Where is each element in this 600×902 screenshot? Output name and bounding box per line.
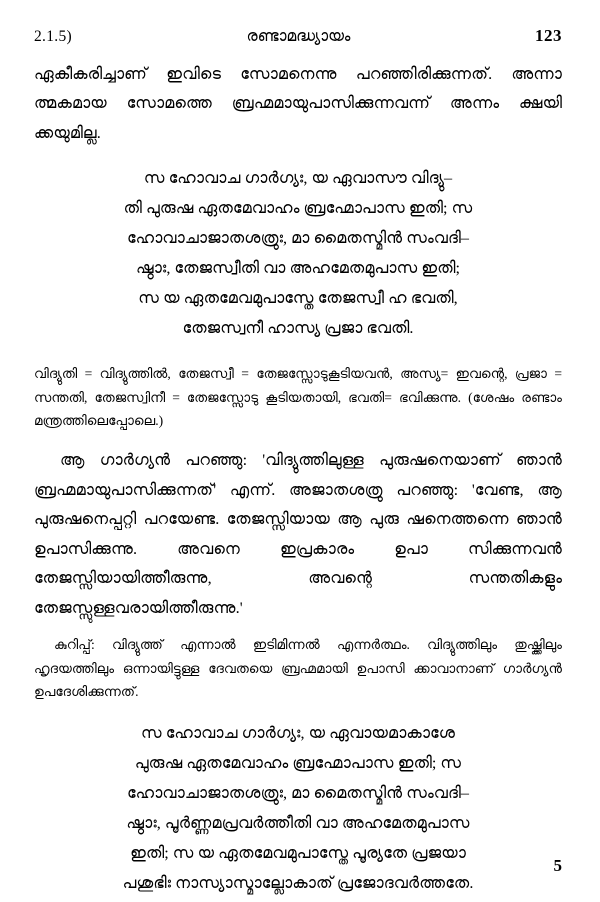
- page-number-top: 123: [535, 26, 562, 45]
- verse-reference: 2.1.5): [34, 28, 72, 45]
- chapter-title: രണ്ടാമദ്ധ്യായം: [246, 28, 351, 45]
- verse-line: സ യ ഏതമേവമുപാസ്തേ തേജസ്വീ ഹ ഭവതി,: [138, 289, 458, 308]
- verse-block-two: [34, 719, 562, 899]
- commentary-paragraph: ആ ഗാർഗ്യൻ പറഞ്ഞു: 'വിദ്യുത്തിലുള്ള പുരുഷനെയാണ് ഞാൻ ബ്രഹ്മമായുപാസിക്കുന്നത്' എന്ന്. അജാതശത്രു പറഞ്ഞു: 'വേണ്ട, ആ പുരുഷനെപ്പറ്റി പറയേണ്ട. തേജസ്സിയായ ആ പുരു ഷനെത്തന്നെ ഞാൻ ഉപാസിക്കുന്നു. അവനെ ഇപ്രകാരം ഉപാ സിക്കുന്നവൻ തേജസ്സിയായിത്തീരുന്നു, അവന്റെ സന്തതികളും തേജസ്സുള്ളവരായിത്തീരുന്നു.': [34, 451, 562, 617]
- verse-line: സ ഹോവാച ഗാർഗ്യഃ, യ ഏവാസൗ വിദ്യു–: [143, 169, 453, 188]
- verse-line: ഹോവാചാജാതശത്രുഃ, മാ മൈതസ്മിൻ സംവദി–: [127, 229, 469, 248]
- verse-line: സ ഹോവാച ഗാർഗ്യഃ, യ ഏവായമാകാശേ: [140, 724, 456, 743]
- document-body: [34, 60, 562, 899]
- verse-line: തേജസ്വനീ ഹാസ്യ പ്രജാ ഭവതി.: [182, 319, 414, 338]
- verse-line: പശുഭിഃ നാസ്യാസ്മാല്ലോകാത് പ്രജോദവർത്തതേ.: [122, 874, 474, 893]
- verse-line: ഷ്ഠാഃ, പൂർണ്ണമപ്രവർത്തീതി വാ അഹമേതമുപാസ: [126, 814, 470, 833]
- page-number-bottom: 5: [553, 856, 562, 875]
- verse-line: ഹോവാചാജാതശത്രുഃ, മാ മൈതസ്മിൻ സംവദി–: [127, 784, 469, 803]
- page-header: [34, 26, 562, 46]
- intro-paragraph: ഏകീകരിച്ചാണ് ഇവിടെ സോമനെന്നു പറഞ്ഞിരിക്കുന്നത്. അന്നാ ത്മകമായ സോമത്തെ ബ്രഹ്മമായുപാസിക്കുന്നവന്ന് അന്നം ക്ഷയി ക്കയുമില്ല.: [34, 65, 562, 142]
- verse-line: തി പുരുഷ ഏതമേവാഹം ബ്രഹ്മോപാസ ഇതി; സ: [123, 199, 473, 218]
- verse-line: പുരുഷ ഏതമേവാഹം ബ്രഹ്മോപാസ ഇതി; സ: [134, 754, 462, 773]
- verse-line: ഷ്ഠാഃ, തേജസ്വീതി വാ അഹമേതമുപാസ ഇതി;: [135, 259, 461, 278]
- verse-line: ഇതി; സ യ ഏതമേവമുപാസ്തേ പൂര്യതേ പ്രജയാ: [130, 844, 466, 863]
- gloss-paragraph: വിദ്യുതി = വിദ്യുത്തിൽ, തേജസ്വീ = തേജസ്സോടുകൂടിയവൻ, അസ്യ= ഇവന്റെ, പ്രജാ = സന്തതി, തേജസ്വിനീ = തേജസ്സോടു കൂടിയതായി, ഭവതി= ഭവിക്കുന്നു. (ശേഷം രണ്ടാം മന്ത്രത്തിലെപ്പോലെ.): [34, 366, 562, 429]
- note-paragraph: കുറിപ്പ്: വിദ്യുത്ത് എന്നാൽ ഇടിമിന്നൽ എന്നർത്ഥം. വിദ്യുത്തിലും തുഷ്ക്കിലും ഹൃദയത്തിലും ഒന്നായിട്ടുള്ള ദേവതയെ ബ്രഹ്മമായി ഉപാസി ക്കാവാനാണ് ഗാർഗ്യൻ ഉപദേശിക്കുന്നത്.: [34, 637, 562, 700]
- verse-block-one: [34, 164, 562, 344]
